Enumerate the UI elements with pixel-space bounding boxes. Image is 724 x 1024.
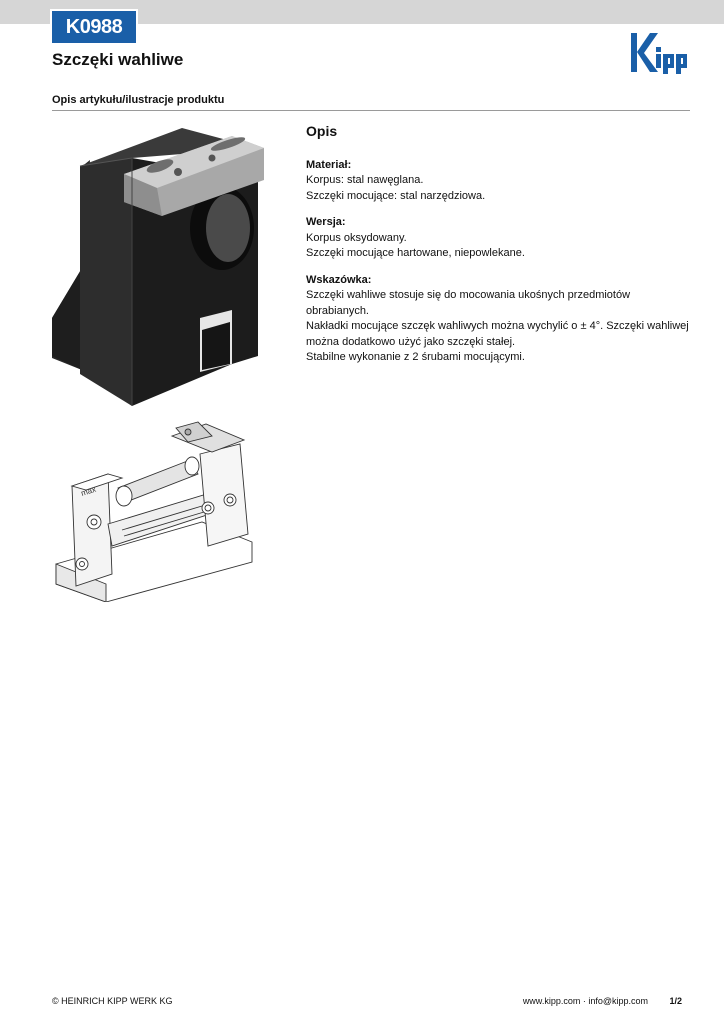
note-line: Szczęki wahliwe stosuje się do mocowania ukośnych przedmiotów obrabianych. — [306, 289, 631, 317]
vise-assembly-drawing — [52, 414, 256, 602]
vise-brand-label: max — [79, 484, 98, 498]
note-line: Nakładki mocujące szczęk wahliwych można wychylić o ± 4°. Szczęki wahliwej — [306, 320, 689, 332]
page-number: 1/2 — [669, 996, 682, 1006]
footer-copyright: © HEINRICH KIPP WERK KG — [52, 996, 173, 1006]
version-line: Korpus oksydowany. — [306, 231, 407, 244]
description-heading: Opis — [306, 123, 338, 139]
material-block — [306, 158, 690, 205]
note-label: Wskazówka: — [306, 273, 372, 286]
version-line: Szczęki mocujące hartowane, niepowlekane. — [306, 247, 525, 259]
page-title: Szczęki wahliwe — [52, 50, 184, 69]
version-block — [306, 215, 690, 262]
version-label: Wersja: — [306, 216, 346, 228]
note-line: Stabilne wykonanie z 2 śrubami mocującymi. — [306, 351, 525, 363]
article-code-badge: K0988 — [52, 11, 136, 43]
note-block — [306, 273, 690, 366]
swivel-jaw-product-image — [52, 118, 274, 410]
note-line: można dodatkowo użyć jako szczęki stałej. — [306, 335, 516, 348]
kipp-logo — [630, 32, 690, 74]
material-line: Korpus: stal nawęglana. — [306, 174, 424, 186]
section-heading: Opis artykułu/ilustracje produktu — [52, 94, 225, 106]
description-section — [306, 124, 690, 377]
footer-contact: www.kipp.com · info@kipp.com — [522, 996, 648, 1006]
material-label: Materiał: — [306, 158, 352, 171]
section-divider — [52, 110, 690, 111]
material-line: Szczęki mocujące: stal narzędziowa. — [306, 189, 486, 202]
